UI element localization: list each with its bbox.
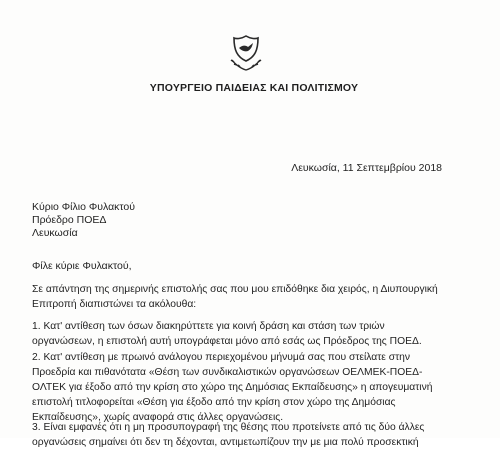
cyprus-coat-of-arms-icon [224,30,268,74]
point-3-line-2: οργανώσεις σημαίνει ότι δεν τη δέχονται, αντιμετωπίζουν την με μια πολύ προσεκτική [32,437,419,448]
point-2-line-4: επιστολή τιτλοφορείται «Θέση για έξοδο από την κρίση στον χώρο της Δημόσιας [32,397,396,408]
point-2-line-2: Προεδρία και πιθανότατα «Θέση των συνδικαλιστικών οργανώσεων ΟΕΛΜΕΚ-ΠΟΕΔ- [32,367,423,378]
point-1-line-1: 1. Κατ' αντίθεση των όσων διακηρύττετε για κοινή δράση και στάση των τριών [32,321,385,332]
salutation: Φίλε κύριε Φυλακτού, [32,260,132,272]
ministry-heading: ΥΠΟΥΡΓΕΙΟ ΠΑΙΔΕΙΑΣ ΚΑΙ ΠΟΛΙΤΙΣΜΟΥ [149,82,359,94]
intro-line-2: Επιτροπή διαπιστώνει τα ακόλουθα: [32,299,197,310]
point-1-line-2: οργανώσεων, η επιστολή αυτή υπογράφεται μόνο από εσάς ως Πρόεδρος της ΠΟΕΔ. [32,336,422,347]
point-3-paragraph [32,420,464,450]
letter-date: Λευκωσία, 11 Σεπτεμβρίου 2018 [291,162,442,174]
point-3-line-1: 3. Είναι εμφανές ότι η μη προσυπογραφή της θέσης που προτείνετε από τις δύο άλλες [32,422,425,433]
recipient-name: Κύριο Φίλιο Φυλακτού [32,201,135,213]
point-2-line-5: Εκπαίδευσης», χωρίς αναφορά στις άλλες οργανώσεις. [32,412,284,423]
recipient-title: Πρόεδρο ΠΟΕΔ [32,214,107,226]
point-2-line-3: ΟΛΤΕΚ για έξοδο από την κρίση στο χώρο της Δημόσιας Εκπαίδευσης» η απογευματινή [32,382,433,393]
point-2-line-1: 2. Κατ' αντίθεση με πρωινό ανάλογου περιεχομένου μήνυμά σας που στείλατε στην [32,352,411,363]
point-2-paragraph [32,350,464,425]
intro-paragraph [32,282,464,312]
point-1-paragraph [32,319,464,349]
intro-line-1: Σε απάντηση της σημερινής επιστολής σας που μου επιδόθηκε δια χειρός, η Διυπουργική [32,284,438,295]
recipient-city: Λευκωσία [32,227,78,239]
